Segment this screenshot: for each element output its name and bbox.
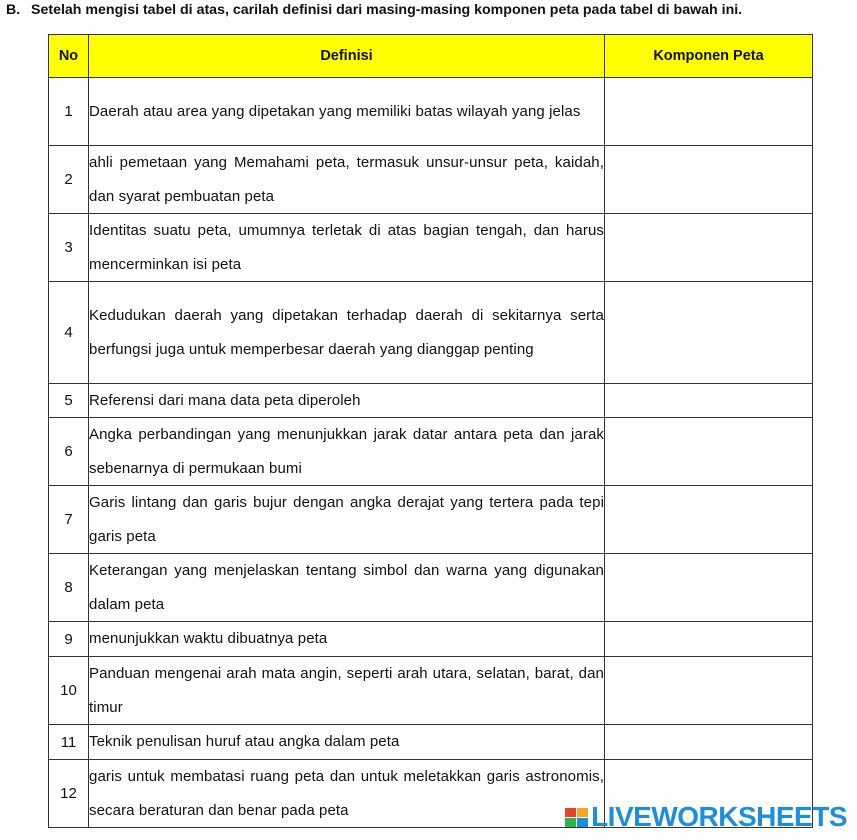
table-row (49, 282, 813, 384)
map-components-table (48, 34, 813, 828)
answer-field[interactable] (605, 486, 813, 554)
row-definition: Kedudukan daerah yang dipetakan terhadap daerah di sekitarnya serta berfungsi juga untuk memperbesar daerah yang dianggap penting (89, 282, 605, 384)
row-number: 10 (49, 657, 89, 725)
row-definition: Teknik penulisan huruf atau angka dalam peta (89, 725, 605, 760)
answer-field[interactable] (605, 282, 813, 384)
liveworksheets-watermark (565, 802, 847, 832)
answer-field[interactable] (605, 146, 813, 214)
row-number: 9 (49, 622, 89, 657)
row-definition: Angka perbandingan yang menunjukkan jarak datar antara peta dan jarak sebenarnya di permukaan bumi (89, 418, 605, 486)
liveworksheets-logo-icon (565, 808, 588, 827)
row-definition: Garis lintang dan garis bujur dengan angka derajat yang tertera pada tepi garis peta (89, 486, 605, 554)
header-komponen-peta: Komponen Peta (605, 35, 813, 78)
header-definisi: Definisi (89, 35, 605, 78)
row-definition: garis untuk membatasi ruang peta dan untuk meletakkan garis astronomis, secara beraturan dan benar pada peta (89, 760, 605, 828)
row-definition: Daerah atau area yang dipetakan yang memiliki batas wilayah yang jelas (89, 78, 605, 146)
table-row (49, 725, 813, 760)
row-definition: menunjukkan waktu dibuatnya peta (89, 622, 605, 657)
answer-field[interactable] (605, 554, 813, 622)
instruction-letter: B. (6, 2, 21, 18)
table-row (49, 146, 813, 214)
table-row (49, 657, 813, 725)
row-definition: Identitas suatu peta, umumnya terletak di atas bagian tengah, dan harus mencerminkan isi peta (89, 214, 605, 282)
answer-field[interactable] (605, 725, 813, 760)
row-definition: Keterangan yang menjelaskan tentang simbol dan warna yang digunakan dalam peta (89, 554, 605, 622)
answer-field[interactable] (605, 384, 813, 418)
table-row (49, 78, 813, 146)
row-number: 12 (49, 760, 89, 828)
answer-field[interactable] (605, 78, 813, 146)
answer-field[interactable] (605, 418, 813, 486)
table-row (49, 214, 813, 282)
row-number: 11 (49, 725, 89, 760)
instruction (6, 0, 856, 20)
instruction-text: Setelah mengisi tabel di atas, carilah definisi dari masing-masing komponen peta pada tabel di bawah ini. (31, 2, 743, 18)
row-number: 8 (49, 554, 89, 622)
watermark-text: LIVEWORKSHEETS (591, 801, 847, 832)
row-definition: Referensi dari mana data peta diperoleh (89, 384, 605, 418)
table-row (49, 486, 813, 554)
row-number: 2 (49, 146, 89, 214)
row-number: 7 (49, 486, 89, 554)
table-row (49, 418, 813, 486)
table-header-row (49, 35, 813, 78)
answer-field[interactable] (605, 214, 813, 282)
row-number: 4 (49, 282, 89, 384)
row-definition: Panduan mengenai arah mata angin, seperti arah utara, selatan, barat, dan timur (89, 657, 605, 725)
logo-square-blue (577, 818, 588, 827)
row-number: 5 (49, 384, 89, 418)
row-number: 1 (49, 78, 89, 146)
table-row (49, 384, 813, 418)
table-row (49, 554, 813, 622)
row-number: 3 (49, 214, 89, 282)
table-row (49, 622, 813, 657)
answer-field[interactable] (605, 657, 813, 725)
row-definition: ahli pemetaan yang Memahami peta, termasuk unsur-unsur peta, kaidah, dan syarat pembuatan peta (89, 146, 605, 214)
logo-square-orange (577, 808, 588, 817)
logo-square-green (565, 818, 576, 827)
row-number: 6 (49, 418, 89, 486)
answer-field[interactable] (605, 622, 813, 657)
header-no: No (49, 35, 89, 78)
logo-square-red (565, 808, 576, 817)
